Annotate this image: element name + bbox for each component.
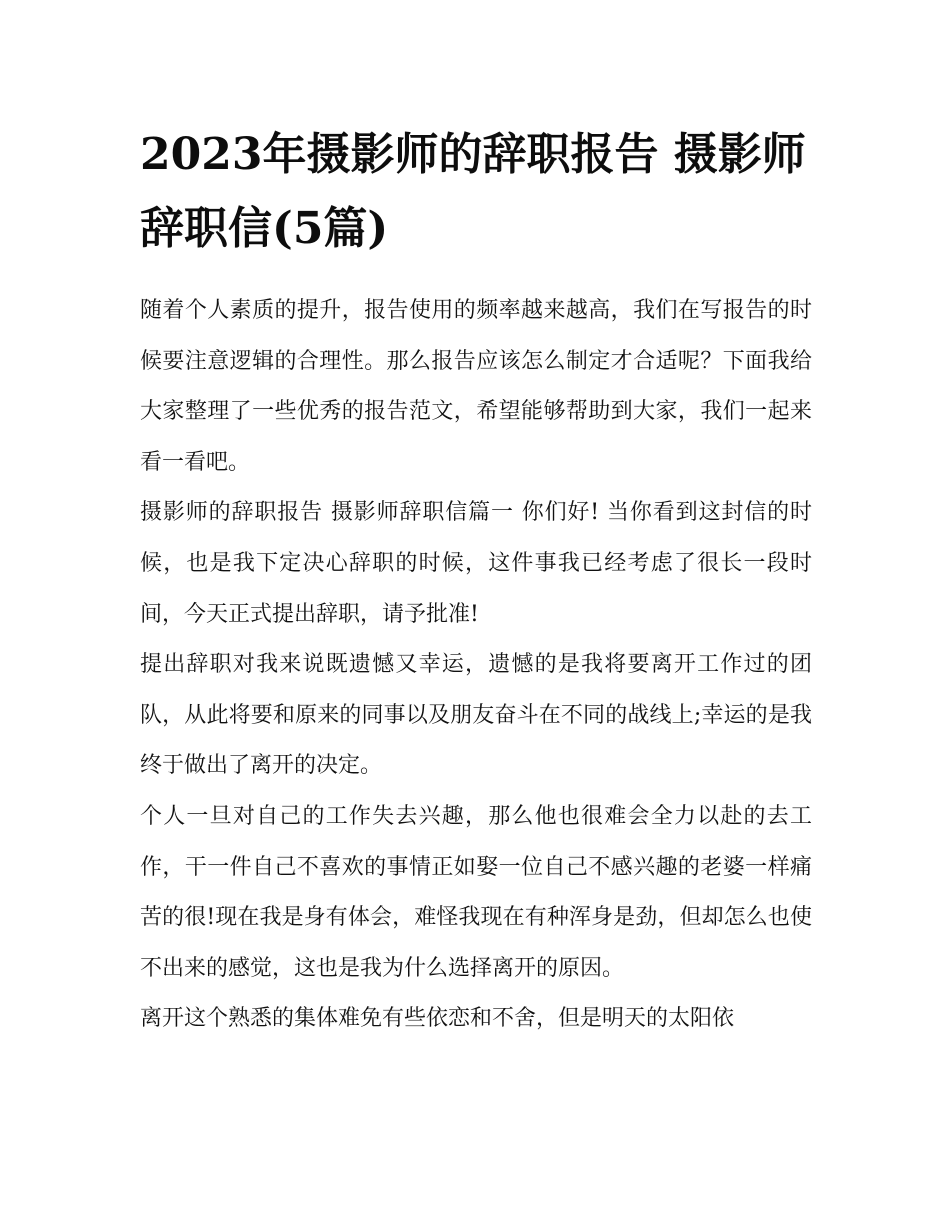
- paragraph-loss-of-interest: 个人一旦对自己的工作失去兴趣，那么他也很难会全力以赴的去工作，干一件自己不喜欢的事情正如娶一位自己不感兴趣的老婆一样痛苦的很!现在我是身有体会，难怪我现在有种浑身是劲，但却怎么也使不出来的感觉，这也是我为什么选择离开的原因。: [140, 803, 812, 981]
- paragraph-regret-and-luck: 提出辞职对我来说既遗憾又幸运，遗憾的是我将要离开工作过的团队，从此将要和原来的同事以及朋友奋斗在不同的战线上;幸运的是我终于做出了离开的决定。: [140, 652, 812, 779]
- document-content: [140, 118, 812, 1045]
- paragraph-farewell: 离开这个熟悉的集体难免有些依恋和不舍，但是明天的太阳依: [140, 1006, 735, 1032]
- paragraph-letter-opening: 摄影师的辞职报告 摄影师辞职信篇一 你们好! 当你看到这封信的时候，也是我下定决心辞职的时候，这件事我已经考虑了很长一段时间，今天正式提出辞职，请予批准!: [140, 500, 812, 627]
- document-title: 2023年摄影师的辞职报告 摄影师辞职信(5篇): [140, 129, 806, 254]
- paragraph-intro: 随着个人素质的提升，报告使用的频率越来越高，我们在写报告的时候要注意逻辑的合理性。那么报告应该怎么制定才合适呢？下面我给大家整理了一些优秀的报告范文，希望能够帮助到大家，我们一起来看一看吧。: [140, 298, 812, 475]
- document-body: [140, 286, 812, 1045]
